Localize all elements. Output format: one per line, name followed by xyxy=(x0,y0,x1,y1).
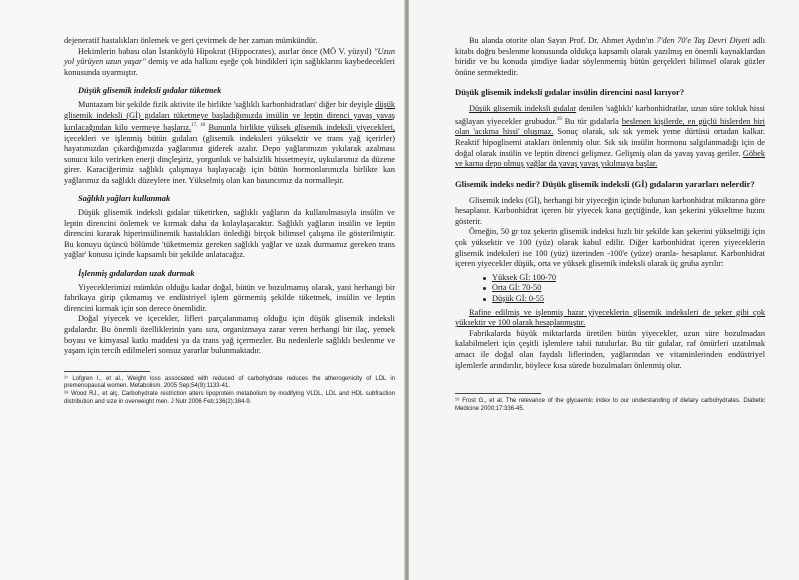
right-heading-insulin: Düşük glisemik indeksli gıdalar insülin direncini nasıl kırıyor? xyxy=(455,87,685,98)
right-underlined-refined: Rafine edilmiş ve işlenmiş hazır yiyeceklerin glisemik indeksleri de şeker gibi çok yüksektir ve 100 olarak hesaplanmıştır. xyxy=(455,307,765,328)
gi-category-list xyxy=(483,273,765,305)
footnote-ref-17-18: 17, 18 xyxy=(191,123,205,129)
book-title: 7'den 70'e Taş Devri Diyeti xyxy=(656,36,750,45)
left-heading-processed-foods: İşlenmiş gıdalardan uzak durmak xyxy=(78,269,195,279)
bullet-icon xyxy=(483,298,486,301)
right-section-insulin: Düşük glisemik indeksli gıdalar denilen 'sağlıklı' karbonhidratlar, uzun süre tokluk hissi sağlayan yiyecekler grubudur.$^{19}$ Bu tür gıdalarla beslenen kişilerde, en güçlü hislerden biri olan 'acıkma hissi' oluşmaz. Sonuç olarak, sık sık yemek yeme dürtüsü ortadan kalkar. Reaktif hipoglisemi atakları önlenmiş olur. Sık sık insülin hormonu salgılanmadığı için de doğal olarak insülin ve leptin direnci gelişmez. Gelişmiş olan da yavaş yavaş geriler. Göbek ve karna depo olmuş yağlar da yavaş yavaş yıkılmaya başlar. xyxy=(455,104,765,169)
right-footnote-rule xyxy=(455,393,541,394)
left-heading-healthy-fats: Sağlıklı yağları kullanmak xyxy=(78,194,171,204)
left-footnote-rule xyxy=(64,371,150,372)
right-footnote-19: ¹⁹ Frost G., et al. The relevance of the glycaemic index to our understanding of dietary carbohydrates. Diabetic Medicine 2000;17:336-45. xyxy=(455,398,765,412)
left-footnote-18: ¹⁸ Wood RJ., et alç, Carbohydrate restriction alters lipoprotein metabolism by modifying VLDL, LDL and HDL subfraction distribution and size in overweight men. J Nutr 2006 Feb;136(2):384-9. xyxy=(64,390,395,405)
left-paragraph-2: Hekimlerin babası olan İstanköylü Hipokrat (Hippocrates), asırlar önce (MÖ V. yüzyıl) "Uzun yol yürüyen uzun yaşar" demiş ve ada halkını eşeğe çok bindikleri için sağlıklarını kaybedecekleri konusunda uyarmıştır. xyxy=(64,46,395,77)
right-page xyxy=(409,0,799,580)
left-heading-low-gi: Düşük glisemik indeksli gıdalar tüketmek xyxy=(78,86,222,96)
underlined-hunger-text: beslenen kişilerde, en güçlü hislerden biri olan 'acıkma hissi' oluşmaz. xyxy=(455,116,765,137)
right-paragraph-1: Bu alanda otorite olan Sayın Prof. Dr. Ahmet Aydın'ın 7'den 70'e Taş Devri Diyeti adlı kitabı doğru beslenme konusunda oldukça kapsamlı olarak yazılmış en önemli kaynaklardan biridir ve bu konuda şimdiye kadar söylenmemiş bütün gerçekleri bilimsel olarak gözler önüne sermektedir. xyxy=(455,36,766,77)
list-item: Orta Gİ: 70-50 xyxy=(483,283,765,294)
right-heading-gi: Glisemik indeks nedir? Düşük glisemik indeksli (Gİ) gıdaların yararları nelerdir? xyxy=(455,178,755,189)
right-section-gi-1: Glisemik indeks (Gİ), herhangi bir yiyeceğin içinde bulunan karbonhidrat miktarına göre hesaplanır. Karbonhidrat içeren bir yiyecek kana geçtiğinde, kan şekerini yükseltme hızını gösterir. xyxy=(455,195,765,226)
left-section-healthy-fats: Düşük glisemik indeksli gıdalar tüketirken, sağlıklı yağların da kullanılmasıyla insülin ve leptin direncini önlemek ve kırmak daha da kolaylaşacaktır. Sağlıklı yağların insülin ve leptin direncini kırarak hiperinsülinemik hastalıkları önlediği birçok bilimsel çalışma ile gösterilmiştir. Bu konuyu üçüncü bölümde 'tüketmemiz gereken sağlıklı yağlar ve uzak durmamız gereken trans yağlar' konusu içinde kapsamlı bir şekilde anlatacağız. xyxy=(64,208,395,260)
list-item: Yüksek Gİ: 100-70 xyxy=(483,273,765,284)
underlined-high-gi-text: Bununla birlikte yüksek glisemik indeksli yiyecekleri, xyxy=(208,122,396,132)
left-section-low-gi: Muntazam bir şekilde fizik aktivite ile birlikte 'sağlıklı karbonhidratları' diğer bir deyişle düşük glisemik indeksli (Gİ) gıdaları tüketmeye başladığımızda insülin ve leptin direnci yavaş yavaş kırılacağından kilo vermeye başlarız.$^{17, 18}$ Bununla birlikte yüksek glisemik indeksli yiyecekleri, içecekleri ve işlenmiş bütün gıdaları (glisemik indeksleri yüksektir ve trans yağ içerirler) hayatımızdan çıkardığımızda yağlarımız giderek azalır. Depo yağlarımızın yıkılarak azalması sonucu kilo verirken enerji dinçleşiriz, yorgunluk ve halsizlik hissetmeyiz, uykularımız da düzene girer. Karaciğerimiz sağlıklı çalışmaya başlayacağı için bütün hormonlarımızla birlikte kan yağlarımız da sağlıklı düzeylere iner. Yükselmiş olan kan basıncımız da normalleşir. xyxy=(64,99,396,185)
right-section-gi-2: Örneğin, 50 gr toz şekerin glisemik indeksi hızlı bir şekilde kan şekerini yükselttiği için çok yüksektir ve 100 (yüz) olarak kabul edilir. Diğer karbonhidrat içeren yiyeceklerin glisemik indeksleri ise 100 (yüz) üzerinden -100'e (yüze) oranla- hesaplanır. Karbonhidrat içeren yiyecekler düşük, orta ve yüksek glisemik indeksli olarak üç gruba ayrılır: xyxy=(455,227,765,269)
footnote-ref-19: 19 xyxy=(556,116,562,122)
underlined-belly-fat-text: Göbek ve karna depo olmuş yağlar da yavaş yavaş yıkılmaya başlar. xyxy=(455,148,765,169)
bullet-icon xyxy=(483,277,486,280)
list-item: Düşük Gİ: 0-55 xyxy=(483,294,765,305)
left-footnote-17: ¹⁷ Lofgren I., et al., Weight loss associated with reduced of carbohydrate reduces the atherogenicity of LDL in premenopausal women. Metabolism. 2005 Sep;54(9):1133-41. xyxy=(64,375,395,390)
hippocrates-quote: "Uzun yol yürüyen uzun yaşar" xyxy=(64,46,395,67)
left-paragraph-1: dejeneratif hastalıkları önlemek ve geri çevirmek de her zaman mümkündür. xyxy=(64,36,318,45)
right-section-gi-3: Fabrikalarda büyük miktarlarda üretilen bütün yiyecekler, uzun süre bozulmadan kalabilmeleri için çeşitli işlemlere tabii tutulurlar. Bu tür gıdalar, raf ömürleri uzatılmak amacı ile doğal olan faydalı liflerinden, yağlarından ve vitaminlerinden endüstriyel işlemlerle arındırılır, böylece kısa sürede bozulmaları önlenmiş olur. xyxy=(455,328,765,370)
underlined-low-gi-text: düşük glisemik indeksli (Gİ) gıdaları tüketmeye başladığımızda insülin ve leptin direnci yavaş yavaş kırılacağından kilo vermeye başlarız. xyxy=(64,99,395,132)
bullet-icon xyxy=(483,287,486,290)
left-section-processed-foods-2: Doğal yiyecek ve içecekler, lifleri parçalanmamış olduğu için düşük glisemik indeksli gıdalardır. Bu önemli özelliklerinin yanı sıra, organizmaya zarar veren herhangi bir ilaç, yemek boyası ve kimyasal katkı maddesi ya da trans yağ içermezler. Bu nedenlerle sağlıklı beslenme ve yaşam için tercih edilmeleri sonsuz yararlar bulunmaktadır. xyxy=(64,314,395,356)
underlined-low-gi-foods: Düşük glisemik indeksli gıdalar xyxy=(469,104,577,114)
left-section-processed-foods-1: Yiyeceklerimizi mümkün olduğu kadar doğal, bütün ve bozulmamış olarak, yani herhangi bir fabrikaya girip çıkmamış ve endüstriyel işlem görmemiş şekilde tüketmek, insülin ve leptin direncini kırmak için son derece önemlidir. xyxy=(64,282,395,313)
